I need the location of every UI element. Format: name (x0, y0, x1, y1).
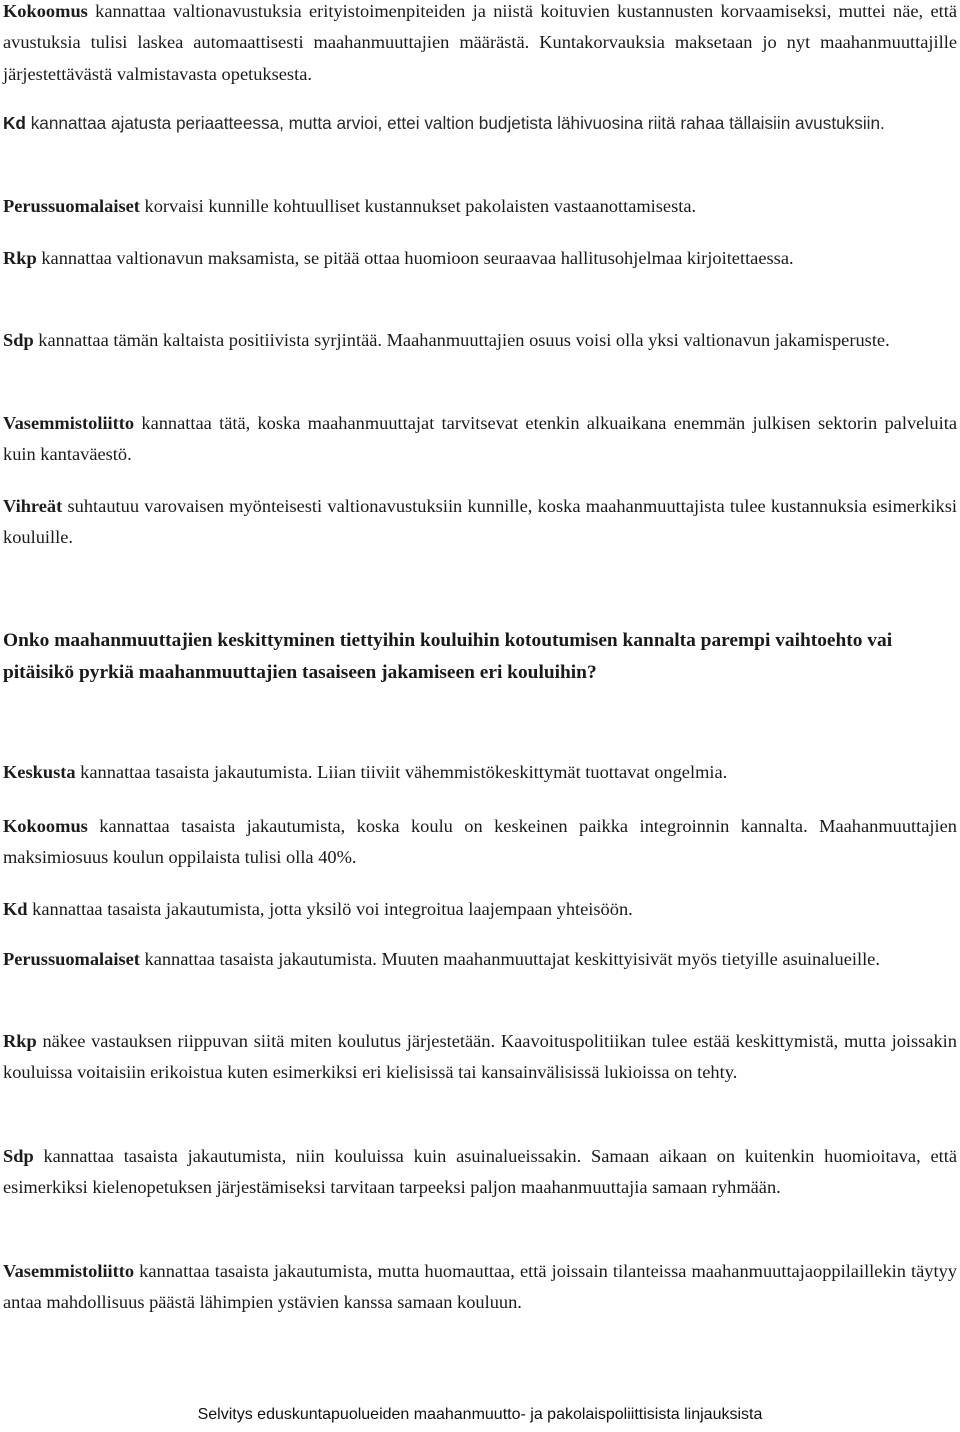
paragraph-vasemmistoliitto-1 (3, 408, 957, 471)
party-name: Kokoomus (3, 816, 88, 836)
paragraph-sdp-2 (3, 1141, 957, 1204)
paragraph-text: kannattaa ajatusta periaatteessa, mutta arvioi, ettei valtion budjetista lähivuosina riitä rahaa tällaisiin avustuksiin. (25, 113, 885, 133)
paragraph-text: korvaisi kunnille kohtuulliset kustannukset pakolaisten vastaanottamisesta. (139, 196, 697, 216)
party-name: Kokoomus (3, 1, 88, 21)
paragraph-perussuomalaiset-1 (3, 191, 957, 222)
section-question: Onko maahanmuuttajien keskittyminen tiettyihin kouluihin kotoutumisen kannalta parempi vaihtoehto vai pitäisikö pyrkiä maahanmuuttajien tasaiseen jakamiseen eri kouluihin? (3, 630, 893, 683)
party-name: Vihreät (3, 496, 63, 516)
party-name: Kd (3, 113, 26, 133)
paragraph-text: näkee vastauksen riippuvan siitä miten koulutus järjestetään. Kaavoituspolitiikan tulee estää keskittymistä, mutta joissakin kouluissa voitaisiin erikoistua kuten esimerkiksi eri kielisissä tai kansainvälisissä lukioissa on tehty. (3, 1031, 957, 1083)
party-name: Vasemmistoliitto (3, 413, 135, 433)
party-name: Rkp (3, 1031, 37, 1051)
page-footer: Selvitys eduskuntapuolueiden maahanmuutto- ja pakolaispoliittisista linjauksista (197, 1406, 763, 1423)
paragraph-text: kannattaa tasaista jakautumista, mutta huomauttaa, että joissain tilanteissa maahanmuuttajaoppilaillekin täytyy antaa mahdollisuus päästä lähimpien ystävien kanssa samaan kouluun. (3, 1261, 957, 1313)
paragraph-sdp-1 (3, 325, 957, 356)
paragraph-keskusta-2 (3, 757, 957, 788)
paragraph-text: kannattaa tasaista jakautumista. Muuten maahanmuuttajat keskittyisivät myös tietyille asuinalueille. (139, 949, 880, 969)
party-name: Vasemmistoliitto (3, 1261, 135, 1281)
paragraph-text: suhtautuu varovaisen myönteisesti valtionavustuksiin kunnille, koska maahanmuuttajista tulee kustannuksia esimerkiksi kouluille. (3, 496, 957, 548)
paragraph-vasemmistoliitto-2 (3, 1256, 957, 1319)
party-name: Perussuomalaiset (3, 196, 140, 216)
party-name: Sdp (3, 1146, 34, 1166)
party-name: Kd (3, 899, 28, 919)
paragraph-text: kannattaa valtionavustuksia erityistoimenpiteiden ja niistä koituvien kustannusten korvaamiseksi, muttei näe, että avustuksia tulisi laskea automaattisesti maahanmuuttajien määrästä. Kuntakorvauksia maksetaan jo nyt maahanmuuttajille järjestettävästä valmistavasta opetuksesta. (3, 1, 957, 84)
paragraph-kd-2 (3, 894, 957, 925)
party-name: Keskusta (3, 762, 76, 782)
paragraph-rkp-1 (3, 243, 957, 274)
paragraph-text: kannattaa tasaista jakautumista. Liian tiiviit vähemmistökeskittymät tuottavat ongelmia. (75, 762, 728, 782)
paragraph-kokoomus-2 (3, 811, 957, 874)
paragraph-kd-1 (3, 108, 957, 139)
paragraph-text: kannattaa tasaista jakautumista, jotta yksilö voi integroitua laajempaan yhteisöön. (27, 899, 633, 919)
paragraph-text: kannattaa tämän kaltaista positiivista syrjintää. Maahanmuuttajien osuus voisi olla yksi valtionavun jakamisperuste. (33, 330, 890, 350)
paragraph-perussuomalaiset-2 (3, 944, 957, 975)
paragraph-text: kannattaa tasaista jakautumista, koska koulu on keskeinen paikka integroinnin kannalta. Maahanmuuttajien maksimiosuus koulun oppilaista tulisi olla 40%. (3, 816, 957, 868)
paragraph-text: kannattaa valtionavun maksamista, se pitää ottaa huomioon seuraavaa hallitusohjelmaa kirjoitettaessa. (36, 248, 794, 268)
paragraph-vihreat-1 (3, 491, 957, 554)
paragraph-text: kannattaa tasaista jakautumista, niin kouluissa kuin asuinalueissakin. Samaan aikaan on kuitenkin huomioitava, että esimerkiksi kielenopetuksen järjestämiseksi tarvitaan tarpeeksi paljon maahanmuuttajia samaan ryhmään. (3, 1146, 957, 1198)
party-name: Rkp (3, 248, 37, 268)
paragraph-rkp-2 (3, 1026, 957, 1089)
paragraph-text: kannattaa tätä, koska maahanmuuttajat tarvitsevat etenkin alkuaikana enemmän julkisen sektorin palveluita kuin kantaväestö. (3, 413, 957, 465)
party-name: Perussuomalaiset (3, 949, 140, 969)
paragraph-kokoomus-1 (3, 0, 957, 90)
party-name: Sdp (3, 330, 34, 350)
